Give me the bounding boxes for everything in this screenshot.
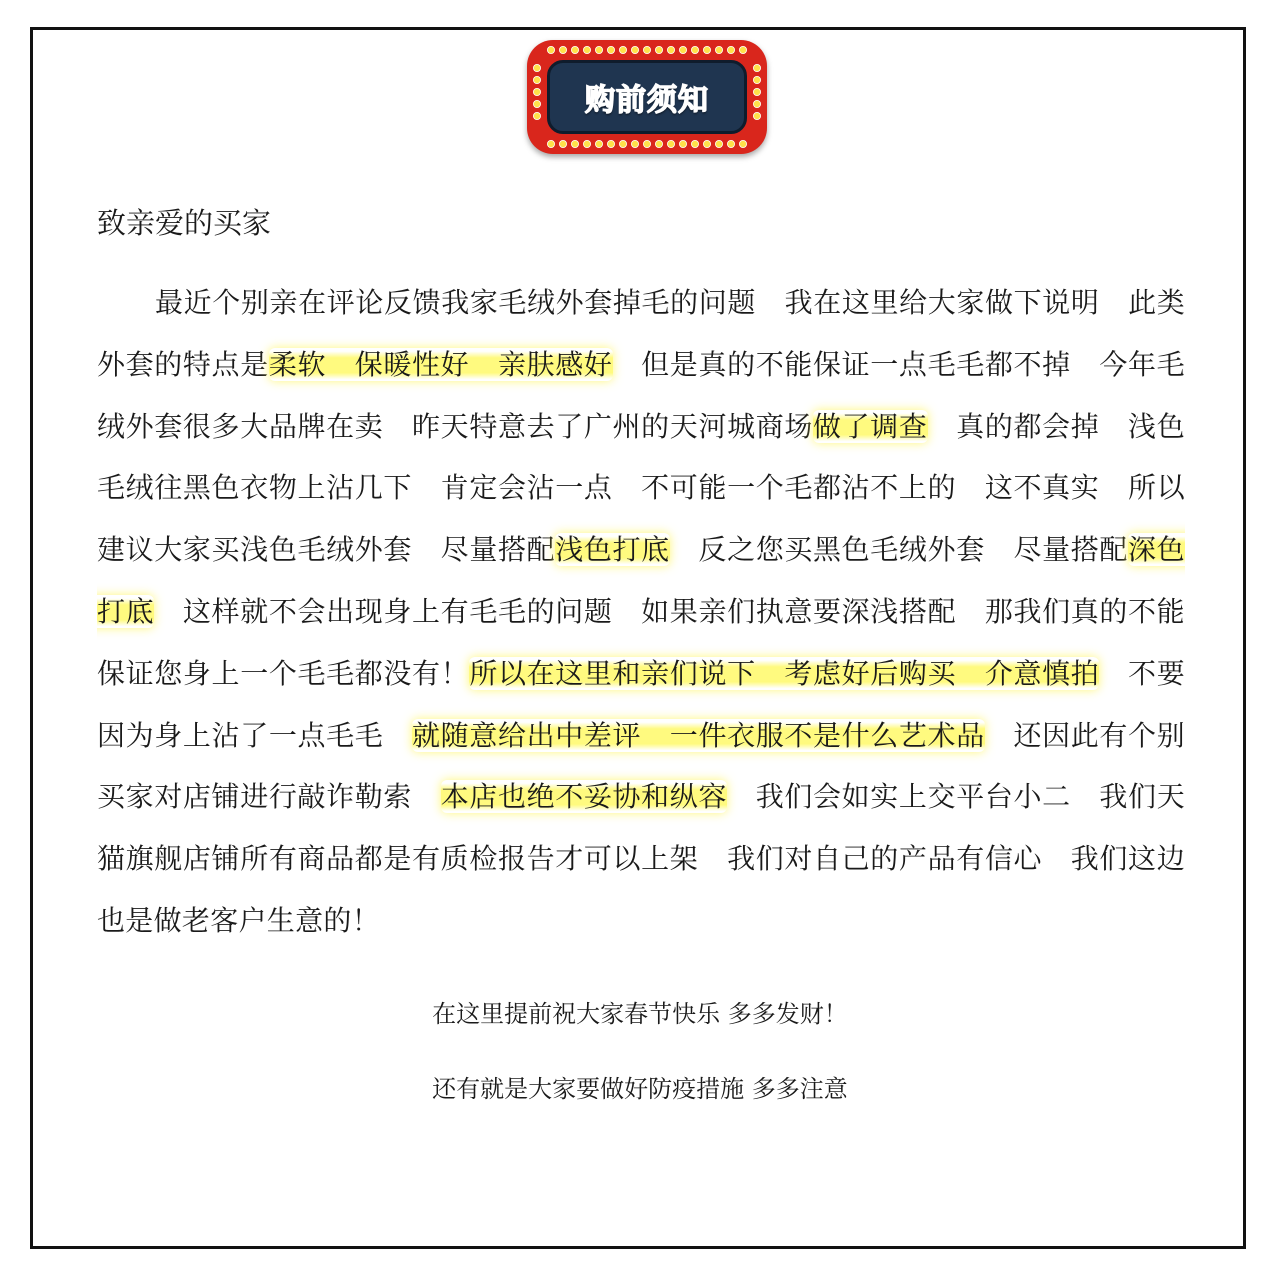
bulb-dot <box>619 46 626 53</box>
bulb-dot <box>583 140 590 147</box>
bulb-dot <box>607 140 614 147</box>
bulb-dot <box>739 140 746 147</box>
bulb-dot <box>727 46 734 53</box>
bulb-dot <box>679 46 686 53</box>
bulb-dot <box>691 140 698 147</box>
closing-wishes: 在这里提前祝大家春节快乐 多多发财！ <box>432 1000 848 1028</box>
bulb-dot <box>547 140 554 147</box>
bulb-dot <box>679 140 686 147</box>
bulb-dot <box>631 140 638 147</box>
bulb-dot <box>655 46 662 53</box>
bulb-dot <box>559 140 566 147</box>
letter-text: 这样就不会出现身上有毛毛的问题 如果亲们执意要深浅搭配 那我们真的不能保证您身上一个毛毛都没有！ <box>97 594 1185 690</box>
bulb-dot <box>753 76 760 83</box>
bulb-dot <box>547 46 554 53</box>
header-title: 购前须知 <box>585 83 709 118</box>
letter-text: 反之您买黑色毛绒外套 尽量搭配 <box>669 533 1129 567</box>
bulb-dot <box>533 64 540 71</box>
bulb-dot <box>753 112 760 119</box>
highlighted-phrase: 深色打底 <box>97 533 1185 628</box>
highlighted-phrase: 浅色打底 <box>555 533 670 567</box>
letter-text: 不要因为身上沾了一点毛毛 <box>97 656 1186 752</box>
bulb-dot <box>715 140 722 147</box>
closing-reminder: 还有就是大家要做好防疫措施 多多注意 <box>432 1075 848 1103</box>
bulb-dot <box>533 76 540 83</box>
bulb-dot <box>533 112 540 119</box>
bulb-dot <box>753 100 760 107</box>
header-sign <box>527 40 767 154</box>
bulb-dot <box>643 46 650 53</box>
letter-body <box>97 272 1185 952</box>
bulb-dot <box>595 46 602 53</box>
bulb-dot <box>607 46 614 53</box>
highlighted-phrase: 柔软 保暖性好 亲肤感好 <box>268 347 613 381</box>
bulb-dot <box>667 46 674 53</box>
letter-text: 我们会如实上交平台小二 我们天猫旗舰店铺所有商品都是有质检报告才可以上架 我们对自己的产品有信心 我们这边也是做老客户生意的！ <box>97 780 1185 937</box>
bulb-dot <box>595 140 602 147</box>
bulb-dot <box>715 46 722 53</box>
bulb-dot <box>691 46 698 53</box>
bulb-dot <box>571 140 578 147</box>
bulb-dot <box>571 46 578 53</box>
letter-text: 真的都会掉 浅色毛绒往黑色衣物上沾几下 肯定会沾一点 不可能一个毛都沾不上的 这不真实 所以建议大家买浅色毛绒外套 尽量搭配 <box>97 409 1185 567</box>
bulb-dot <box>655 140 662 147</box>
letter-text: 但是真的不能保证一点毛毛都不掉 今年毛绒外套很多大品牌在卖 昨天特意去了广州的天河城商场 <box>97 347 1185 443</box>
bulb-dot <box>667 140 674 147</box>
bulb-dot <box>703 140 710 147</box>
highlighted-phrase: 就随意给出中差评 一件衣服不是什么艺术品 <box>412 718 985 752</box>
letter-text: 还因此有个别买家对店铺进行敲诈勒索 <box>97 718 1185 814</box>
bulb-dot <box>619 140 626 147</box>
bulb-dot <box>533 100 540 107</box>
bulb-dot <box>753 88 760 95</box>
bulb-dot <box>583 46 590 53</box>
letter-text: 最近个别亲在评论反馈我家毛绒外套掉毛的问题 我在这里给大家做下说明 此类外套的特点是 <box>97 286 1185 381</box>
bulb-dot <box>727 140 734 147</box>
greeting: 致亲爱的买家 <box>97 206 272 240</box>
highlighted-phrase: 所以在这里和亲们说下 考虑好后购买 介意慎拍 <box>469 656 1100 690</box>
bulb-dot <box>631 46 638 53</box>
bulb-dot <box>559 46 566 53</box>
bulb-dot <box>643 140 650 147</box>
bulb-dot <box>533 88 540 95</box>
bulb-dot <box>753 64 760 71</box>
bulb-dot <box>739 46 746 53</box>
highlighted-phrase: 本店也绝不妥协和纵容 <box>440 780 728 814</box>
bulb-dot <box>703 46 710 53</box>
header-sign-panel <box>547 60 747 134</box>
highlighted-phrase: 做了调查 <box>813 409 928 443</box>
